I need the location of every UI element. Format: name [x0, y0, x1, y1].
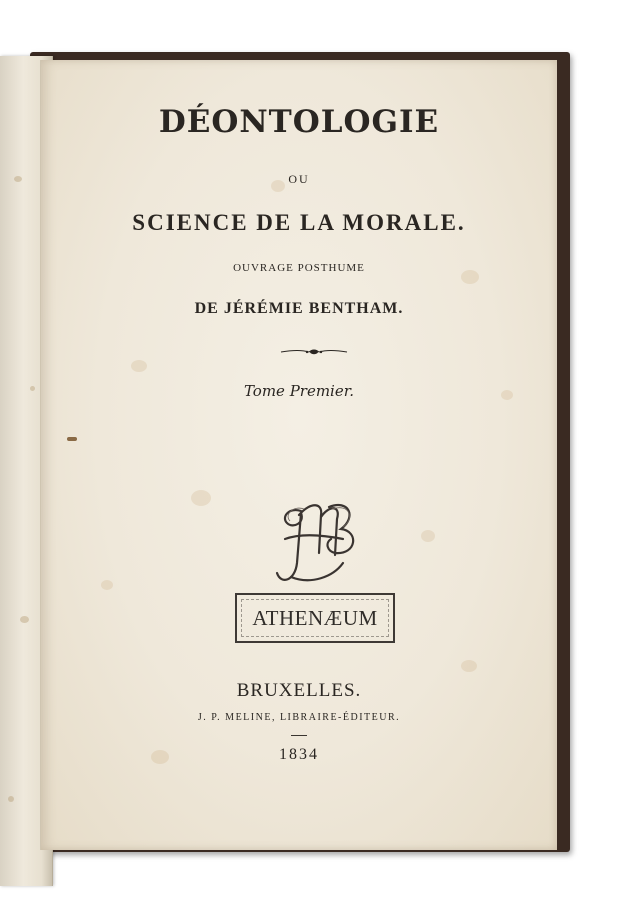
volume-label: Tome Premier. — [243, 382, 355, 400]
publication-year: 1834 — [279, 746, 319, 763]
author-name: DE JÉRÉMIE BENTHAM. — [194, 300, 404, 317]
title-page — [40, 60, 557, 850]
ornament-divider-icon — [279, 347, 349, 357]
ink-blot — [67, 437, 77, 441]
work-type: OUVRAGE POSTHUME — [233, 262, 365, 274]
short-rule — [291, 735, 307, 736]
publisher-name: J. P. MELINE, LIBRAIRE-ÉDITEUR. — [197, 712, 401, 723]
page-title: DÉONTOLOGIE — [158, 104, 440, 140]
subtitle: SCIENCE DE LA MORALE. — [132, 210, 466, 235]
publication-city: BRUXELLES. — [236, 680, 362, 701]
conjunction-text: OU — [288, 172, 310, 186]
monogram-stamp-icon — [271, 493, 359, 593]
library-stamp: ATHENÆUM — [235, 593, 395, 643]
